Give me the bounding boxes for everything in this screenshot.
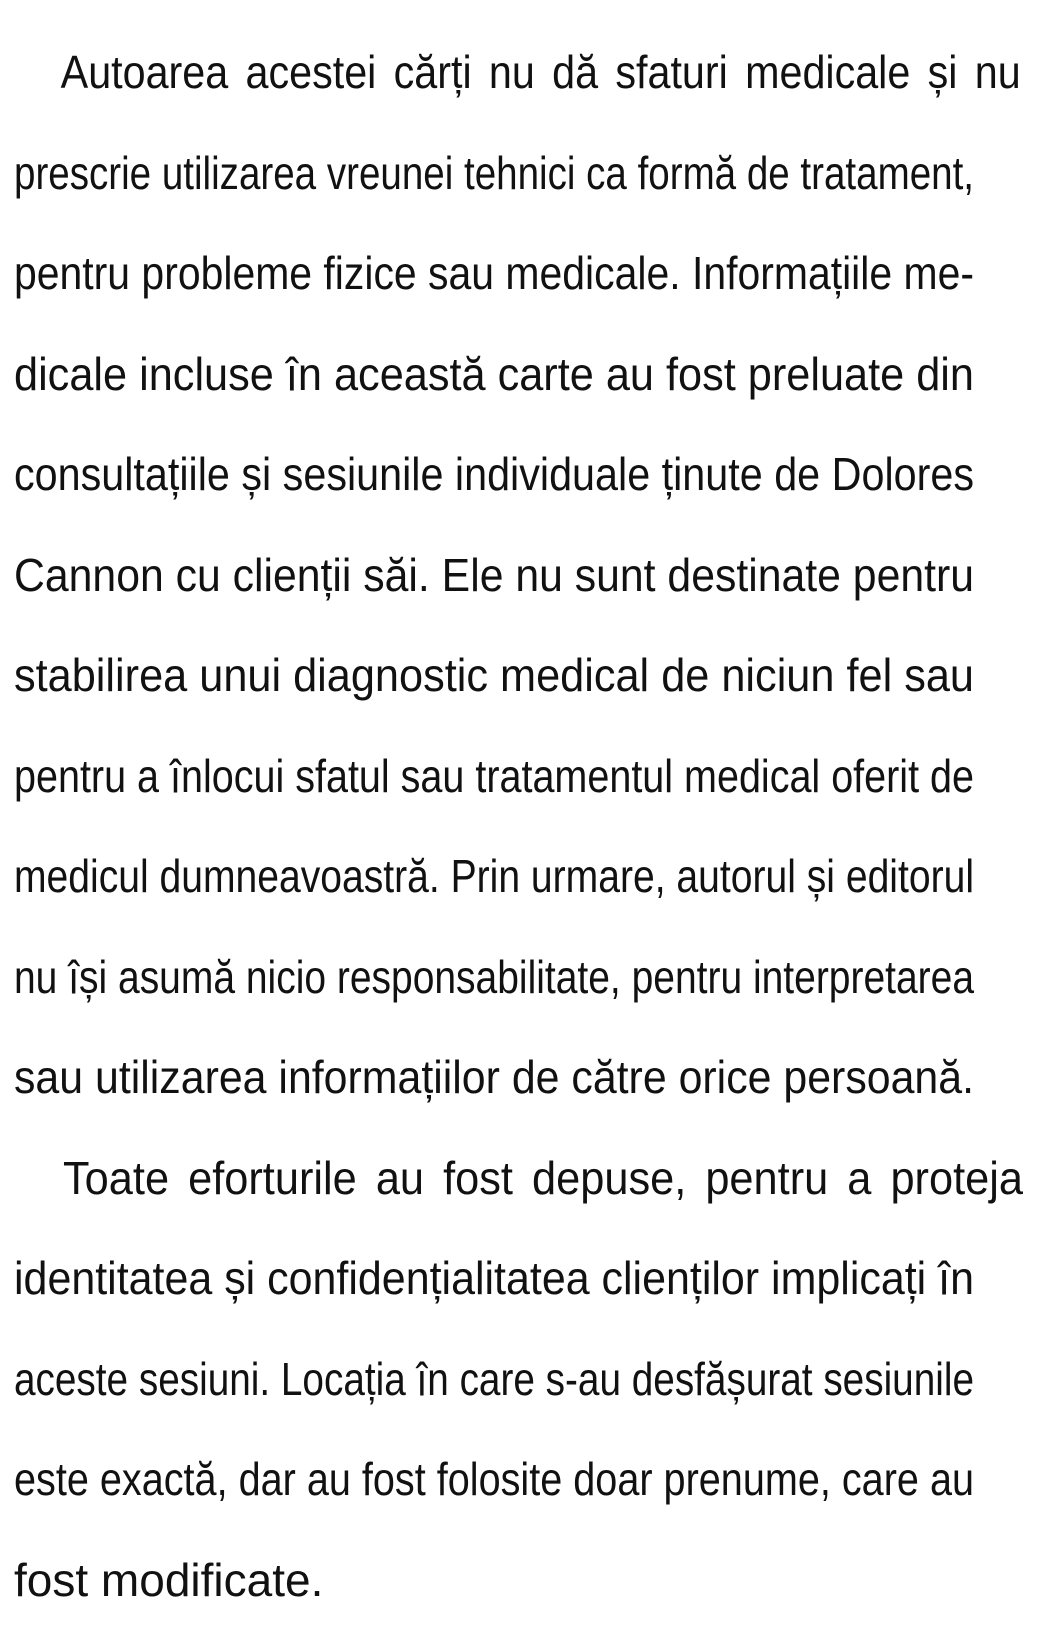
- text-line: consultațiile și sesiunile individuale ținute de Dolores: [14, 424, 974, 525]
- text-line: nu își asumă nicio responsabilitate, pentru interpretarea: [14, 927, 974, 1028]
- privacy-paragraph: [14, 1128, 974, 1630]
- text-line: sau utilizarea informațiilor de către orice persoană.: [14, 1027, 974, 1128]
- text-line: pentru probleme fizice sau medicale. Informațiile me-: [14, 223, 974, 324]
- text-line: identitatea și confidențialitatea clienților implicați în: [14, 1228, 974, 1329]
- text-line: aceste sesiuni. Locația în care s-au desfășurat sesiunile: [14, 1329, 974, 1430]
- text-line: Cannon cu clienții săi. Ele nu sunt destinate pentru: [14, 525, 974, 626]
- document-page: [14, 22, 974, 1630]
- text-line: fost modificate.: [14, 1530, 974, 1630]
- text-line: Toate eforturile au fost depuse, pentru a proteja: [14, 1128, 1023, 1229]
- text-line: dicale incluse în această carte au fost preluate din: [14, 324, 974, 425]
- text-line: stabilirea unui diagnostic medical de niciun fel sau: [14, 625, 974, 726]
- text-line: Autoarea acestei cărți nu dă sfaturi medicale și nu: [14, 22, 1021, 123]
- text-line: este exactă, dar au fost folosite doar prenume, care au: [14, 1429, 974, 1530]
- disclaimer-paragraph: [14, 22, 974, 1128]
- text-line: prescrie utilizarea vreunei tehnici ca formă de tratament,: [14, 123, 974, 224]
- text-line: medicul dumneavoastră. Prin urmare, autorul și editorul: [14, 826, 974, 927]
- text-line: pentru a înlocui sfatul sau tratamentul medical oferit de: [14, 726, 974, 827]
